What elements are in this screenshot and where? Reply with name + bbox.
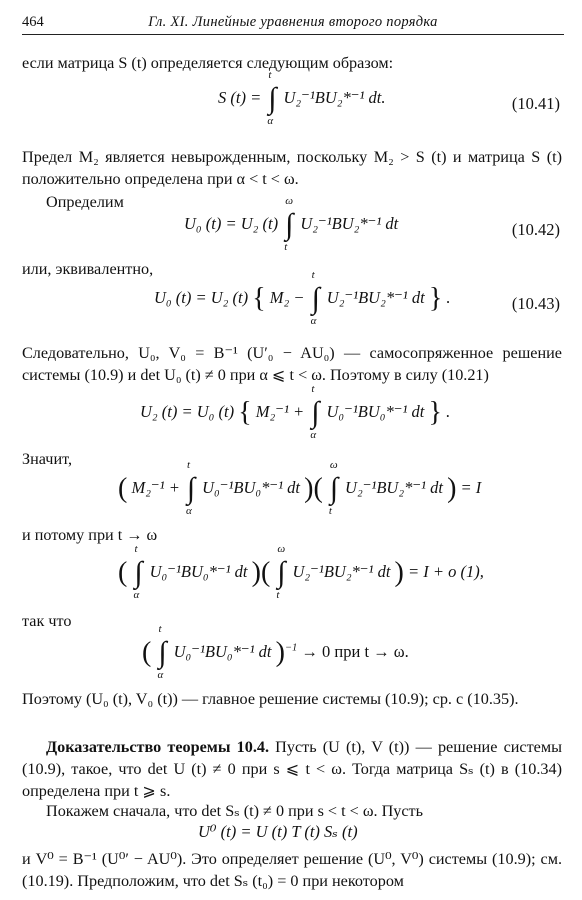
equation-body: U₀ (t) = U₂ (t) ∫ ω t U₂⁻¹BU₂*⁻¹ dt — [184, 195, 399, 253]
paragraph-5: Следовательно, U₀, V₀ = B⁻¹ (U′₀ − AU₀) — самосопряженное решение системы (10.9) и det U₀ (t) ≠ 0 при α ⩽ t < ω. Поэтому в силу (10.21) — [22, 344, 562, 384]
paragraph-3: Определим — [46, 193, 124, 211]
integral-sign: ∫ t α — [133, 543, 143, 601]
paragraph-12: и V⁰ = B⁻¹ (U⁰′ − AU⁰). Это определяет решение (U⁰, V⁰) системы (10.9); см. (10.19). Предположим, что det Sₛ (t₀) = 0 при некотором — [22, 850, 562, 890]
paragraph-9: Поэтому (U₀ (t), V₀ (t)) — главное решение системы (10.9); ср. с (10.35). — [22, 690, 519, 708]
integral-sign: ∫ t α — [310, 383, 320, 441]
left-brace: { — [252, 283, 266, 314]
proof-heading: Доказательство теоремы 10.4. — [46, 738, 270, 756]
equation-asymptotic — [22, 543, 562, 601]
equation-body: U⁰ (t) = U (t) T (t) Sₛ (t) — [198, 822, 358, 841]
integral-sign: ∫ t α — [267, 69, 277, 127]
integral-sign: ∫ t α — [157, 623, 167, 681]
equation-body: S (t) = ∫ t α U₂⁻¹BU₂*⁻¹ dt. — [218, 69, 386, 127]
equation-body: ( M₂⁻¹ + ∫ t α U₀⁻¹BU₀*⁻¹ dt )( ∫ ω t U₂⁻¹BU₂*⁻¹ dt ) = I — [118, 459, 482, 517]
paragraph-6: Значит, — [22, 450, 73, 468]
paragraph-10: Доказательство теоремы 10.4. Пусть (U (t), V (t)) — решение системы (10.9), такое, что det U (t) ≠ 0 при s ⩽ t < ω. Тогда матрица Sₛ (t) в (10.34) определена при t ⩾ s. — [22, 738, 562, 800]
paragraph-2: Предел M₂ является невырожденным, поскольку M₂ > S (t) и матрица S (t) положительно определена при α < t < ω. — [22, 148, 562, 188]
integral-sign: ∫ t α — [185, 459, 196, 517]
equation-number: (10.43) — [511, 294, 560, 313]
page-number: 464 — [22, 14, 44, 30]
equation-body: ( ∫ t α U₀⁻¹BU₀*⁻¹ dt )$^{-1}$ → 0 при t → ω. — [142, 623, 409, 681]
equation-body: U₀ (t) = U₂ (t) { M₂ − ∫ t α U₂⁻¹BU₂*⁻¹ dt } . — [154, 269, 451, 327]
equation-u0 — [22, 822, 562, 846]
paragraph-11: Покажем сначала, что det Sₛ (t) ≠ 0 при s < t < ω. Пусть — [46, 802, 423, 820]
paragraph-8: так что — [22, 612, 72, 630]
right-brace: } — [428, 283, 443, 314]
integral-sign: ∫ ω t — [328, 459, 339, 517]
running-title: Гл. XI. Линейные уравнения второго порядка — [148, 14, 438, 30]
left-brace: { — [238, 397, 252, 428]
equation-10-41 — [22, 69, 562, 127]
integral-sign: ∫ ω t — [284, 195, 294, 253]
page-header — [22, 12, 564, 35]
equation-number: (10.42) — [511, 220, 560, 239]
equation-body: U₂ (t) = U₀ (t) { M₂⁻¹ + ∫ t α U₀⁻¹BU₀*⁻¹ dt } . — [140, 383, 451, 441]
integral-sign: ∫ ω t — [276, 543, 286, 601]
paragraph-4: или, эквивалентно, — [22, 260, 154, 278]
right-brace: } — [428, 397, 442, 428]
equation-u2 — [22, 383, 562, 441]
equation-limit — [22, 623, 562, 681]
paragraph-1: если матрица S (t) определяется следующим образом: — [22, 54, 394, 72]
equation-number: (10.41) — [511, 94, 560, 113]
equation-body: ( ∫ t α U₀⁻¹BU₀*⁻¹ dt )( ∫ ω t U₂⁻¹BU₂*⁻¹ dt ) = I + o (1), — [118, 543, 484, 601]
paragraph-7: и потому при t → ω — [22, 526, 158, 544]
integral-sign: ∫ t α — [310, 269, 320, 327]
